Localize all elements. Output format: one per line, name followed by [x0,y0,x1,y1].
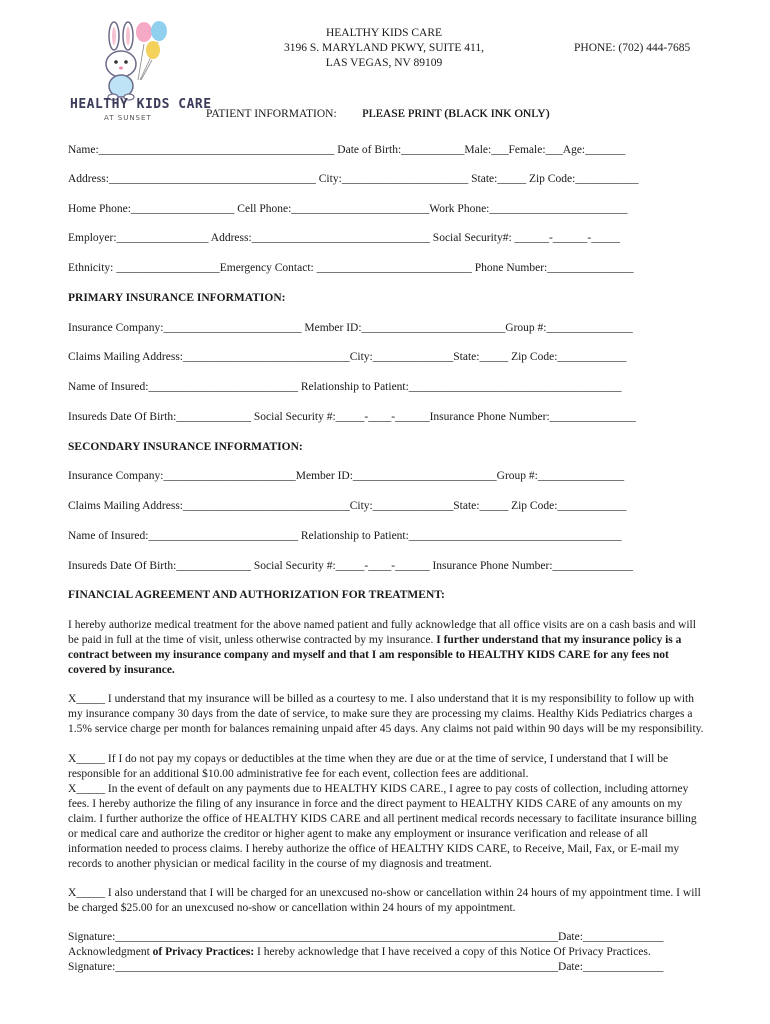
employer-field-row[interactable]: Employer:________________ Address:_______________________________ Social Security#: ______-______-_____ [68,232,620,244]
clinic-address-line2: LAS VEGAS, NV 89109 [325,57,443,69]
clinic-address-line1: 3196 S. MARYLAND PKWY, SUITE 411, [284,42,484,54]
agreement-item-copay-fee: X_____ If I do not pay my copays or deductibles at the time when they are due or at the time of service, I understand that I will be responsible for an additional $10.00 administrative fee for each event, collection fees are additional. [68,753,669,780]
financial-intro-text: I hereby authorize medical treatment for the above named patient and fully acknowledge that all office visits are on a cash basis and will be paid in full at the time of visit, unless otherwise contracted by my insurance. [68,619,696,646]
ack-prefix: Acknowledgment [68,946,153,958]
name-dob-field-row[interactable]: Name:_________________________________________ Date of Birth:___________Male:___Female:___Age:_______ [68,144,626,156]
financial-intro [68,618,704,678]
primary-insured-dob-row[interactable]: Insureds Date Of Birth:_____________ Social Security #:_____-____-______Insurance Phone Number:_______________ [68,411,636,423]
secondary-claims-address-row[interactable]: Claims Mailing Address:_____________________________City:______________State:_____ Zip Code:____________ [68,500,627,512]
print-instruction: PLEASE PRINT (BLACK INK ONLY) [362,108,550,120]
secondary-insurance-company-row[interactable]: Insurance Company:_______________________Member ID:_________________________Group #:_______________ [68,470,625,482]
secondary-insured-name-row[interactable]: Name of Insured:__________________________ Relationship to Patient:_____________________________________ [68,530,622,542]
clinic-phone: PHONE: (702) 444-7685 [574,42,691,54]
clinic-name: HEALTHY KIDS CARE [325,27,443,39]
financial-agreement-heading: FINANCIAL AGREEMENT AND AUTHORIZATION FOR TREATMENT: [68,589,445,601]
ethnicity-emergency-field-row[interactable]: Ethnicity: __________________Emergency Contact: ___________________________ Phone Number:_______________ [68,262,634,274]
ack-bold: of Privacy Practices: [152,946,255,958]
signature-date-row-1[interactable]: Signature:_____________________________________________________________________________Date:______________ [68,931,664,943]
agreement-item-no-show: X_____ I also understand that I will be charged for an unexcused no-show or cancellation within 24 hours of my appointment time. I will be charged $25.00 for an unexcused no-show or cancellation within 24 hours of my appointment. [68,887,701,914]
ack-rest: I hereby acknowledge that I have received a copy of this Notice Of Privacy Practices. [254,946,651,958]
primary-insured-name-row[interactable]: Name of Insured:__________________________ Relationship to Patient:_____________________________________ [68,381,622,393]
logo-text: HEALTHY KIDS CARE [70,97,212,112]
phone-field-row[interactable]: Home Phone:__________________ Cell Phone:________________________Work Phone:________________________ [68,203,628,215]
bunny-with-balloons-icon [66,14,192,130]
privacy-acknowledgment [68,946,651,958]
agreement-item-courtesy-billing: X_____ I understand that my insurance will be billed as a courtesy to me. I also understand that it is my responsibility to follow up with my insurance company 30 days from the date of service, to make sure they are processing my claims. Healthy Kids Pediatrics charges a 1.5% service charge per month for balances remaining unpaid after 45 days. Any claims not paid within 90 days will be my responsibility. [68,693,704,735]
agreement-item-default-authorization: X_____ In the event of default on any payments due to HEALTHY KIDS CARE., I agree to pay costs of collection, including attorney fees. I hereby authorize the filing of any insurance in force and the direct payment to HEALTHY KIDS CARE of any amounts on my claim. I further authorize the office of HEALTHY KIDS CARE and all pertinent medical records necessary to facilitate insurance billing or medical care and authorize the creditor or higher agent to make any employment or insurance verification and release of all information needed to process claims. I hereby authorize the office of HEALTHY KIDS CARE, to Receive, Mail, Fax, or E-mail my records to another physician or medical facility in the course of my diagnosis and treatment. [68,783,697,870]
signature-date-row-2[interactable]: Signature:_____________________________________________________________________________Date:______________ [68,961,664,973]
primary-insurance-heading: PRIMARY INSURANCE INFORMATION: [68,292,286,304]
secondary-insured-dob-row[interactable]: Insureds Date Of Birth:_____________ Social Security #:_____-____-______ Insurance Phone Number:______________ [68,560,634,572]
financial-intro-bold-text: I further understand that my insurance policy is a contract between my insurance company and myself and that I am responsible to HEALTHY KIDS CARE for any fees not covered by insurance. [68,634,682,676]
primary-claims-address-row[interactable]: Claims Mailing Address:_____________________________City:______________State:_____ Zip Code:____________ [68,351,627,363]
primary-insurance-company-row[interactable]: Insurance Company:________________________ Member ID:_________________________Group #:_______________ [68,322,633,334]
secondary-insurance-heading: SECONDARY INSURANCE INFORMATION: [68,441,303,453]
logo-subtitle: AT SUNSET [104,114,152,122]
address-field-row[interactable]: Address:____________________________________ City:______________________ State:_____ Zip Code:___________ [68,173,639,185]
patient-info-label: PATIENT INFORMATION: [206,108,337,120]
